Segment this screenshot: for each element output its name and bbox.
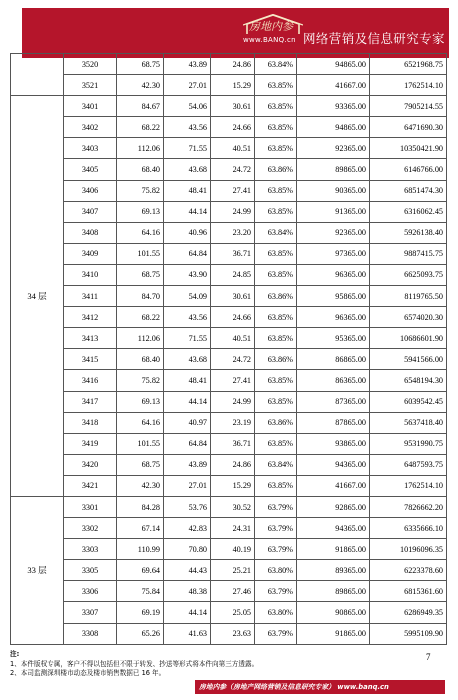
room-number-cell: 3306	[64, 581, 117, 602]
shared-area-cell: 24.86	[211, 54, 255, 75]
unit-price-cell: 92365.00	[297, 138, 370, 159]
unit-price-cell: 94365.00	[297, 454, 370, 475]
total-area-cell: 75.82	[117, 180, 164, 201]
table-row	[11, 264, 447, 285]
unit-price-cell: 97365.00	[297, 243, 370, 264]
total-price-cell: 10350421.90	[370, 138, 447, 159]
usable-area-cell: 27.01	[164, 475, 211, 496]
usable-area-cell: 48.41	[164, 180, 211, 201]
total-area-cell: 68.22	[117, 117, 164, 138]
total-area-cell: 68.22	[117, 307, 164, 328]
total-area-cell: 112.06	[117, 328, 164, 349]
total-price-cell: 6039542.45	[370, 391, 447, 412]
unit-price-cell: 94865.00	[297, 117, 370, 138]
shared-area-cell: 24.99	[211, 201, 255, 222]
total-price-cell: 6223378.60	[370, 560, 447, 581]
unit-price-cell: 93365.00	[297, 96, 370, 117]
efficiency-ratio-cell: 63.85%	[255, 117, 297, 138]
usable-area-cell: 43.68	[164, 159, 211, 180]
total-price-cell: 6487593.75	[370, 454, 447, 475]
brand-url[interactable]: www.BANQ.cn	[243, 36, 296, 44]
unit-price-cell: 87865.00	[297, 412, 370, 433]
efficiency-ratio-cell: 63.79%	[255, 623, 297, 644]
efficiency-ratio-cell: 63.85%	[255, 307, 297, 328]
efficiency-ratio-cell: 63.85%	[255, 328, 297, 349]
page-number: 7	[426, 652, 431, 662]
table-body	[11, 54, 447, 645]
table-row	[11, 581, 447, 602]
table-row	[11, 159, 447, 180]
total-price-cell: 6548194.30	[370, 370, 447, 391]
room-number-cell: 3520	[64, 54, 117, 75]
table-row	[11, 454, 447, 475]
total-area-cell: 84.28	[117, 496, 164, 517]
usable-area-cell: 40.96	[164, 222, 211, 243]
table-row	[11, 602, 447, 623]
unit-price-cell: 87365.00	[297, 391, 370, 412]
usable-area-cell: 54.09	[164, 286, 211, 307]
table-row	[11, 475, 447, 496]
total-price-cell: 1762514.10	[370, 475, 447, 496]
efficiency-ratio-cell: 63.84%	[255, 454, 297, 475]
notes-title: 注:	[10, 650, 20, 658]
total-price-cell: 7826662.20	[370, 496, 447, 517]
total-price-cell: 6471690.30	[370, 117, 447, 138]
shared-area-cell: 40.19	[211, 539, 255, 560]
efficiency-ratio-cell: 63.80%	[255, 560, 297, 581]
shared-area-cell: 27.41	[211, 370, 255, 391]
unit-price-cell: 89865.00	[297, 159, 370, 180]
table-row	[11, 222, 447, 243]
room-number-cell: 3407	[64, 201, 117, 222]
usable-area-cell: 43.89	[164, 54, 211, 75]
room-number-cell: 3521	[64, 75, 117, 96]
efficiency-ratio-cell: 63.85%	[255, 243, 297, 264]
usable-area-cell: 64.84	[164, 433, 211, 454]
usable-area-cell: 48.41	[164, 370, 211, 391]
total-price-cell: 6815361.60	[370, 581, 447, 602]
efficiency-ratio-cell: 63.85%	[255, 475, 297, 496]
shared-area-cell: 24.66	[211, 117, 255, 138]
usable-area-cell: 43.56	[164, 307, 211, 328]
unit-price-cell: 89865.00	[297, 581, 370, 602]
total-price-cell: 10196096.35	[370, 539, 447, 560]
shared-area-cell: 27.46	[211, 581, 255, 602]
table-row	[11, 433, 447, 454]
total-area-cell: 68.40	[117, 349, 164, 370]
table-row	[11, 138, 447, 159]
shared-area-cell: 36.71	[211, 243, 255, 264]
room-number-cell: 3411	[64, 286, 117, 307]
usable-area-cell: 71.55	[164, 138, 211, 159]
usable-area-cell: 70.80	[164, 539, 211, 560]
table-row	[11, 201, 447, 222]
shared-area-cell: 24.66	[211, 307, 255, 328]
note-item-1: 1、本件版权专属，客户不得以包括但不限于转发、抄送等形式将本件向第三方透露。	[10, 659, 259, 668]
room-number-cell: 3413	[64, 328, 117, 349]
total-area-cell: 84.67	[117, 96, 164, 117]
total-area-cell: 84.70	[117, 286, 164, 307]
table-row	[11, 117, 447, 138]
table-row	[11, 412, 447, 433]
unit-price-cell: 96365.00	[297, 307, 370, 328]
unit-price-cell: 91365.00	[297, 201, 370, 222]
room-number-cell: 3419	[64, 433, 117, 454]
table-row	[11, 96, 447, 117]
efficiency-ratio-cell: 63.84%	[255, 222, 297, 243]
usable-area-cell: 48.38	[164, 581, 211, 602]
room-number-cell: 3301	[64, 496, 117, 517]
shared-area-cell: 23.19	[211, 412, 255, 433]
table-row	[11, 391, 447, 412]
usable-area-cell: 64.84	[164, 243, 211, 264]
shared-area-cell: 15.29	[211, 75, 255, 96]
room-number-cell: 3410	[64, 264, 117, 285]
room-number-cell: 3402	[64, 117, 117, 138]
efficiency-ratio-cell: 63.85%	[255, 180, 297, 201]
shared-area-cell: 23.63	[211, 623, 255, 644]
total-price-cell: 9531990.75	[370, 433, 447, 454]
unit-price-cell: 94365.00	[297, 518, 370, 539]
total-price-cell: 1762514.10	[370, 75, 447, 96]
shared-area-cell: 15.29	[211, 475, 255, 496]
room-number-cell: 3409	[64, 243, 117, 264]
efficiency-ratio-cell: 63.79%	[255, 539, 297, 560]
total-area-cell: 42.30	[117, 475, 164, 496]
room-number-cell: 3405	[64, 159, 117, 180]
total-area-cell: 68.75	[117, 54, 164, 75]
usable-area-cell: 43.68	[164, 349, 211, 370]
usable-area-cell: 54.06	[164, 96, 211, 117]
efficiency-ratio-cell: 63.85%	[255, 391, 297, 412]
efficiency-ratio-cell: 63.85%	[255, 96, 297, 117]
table-row	[11, 286, 447, 307]
unit-price-cell: 95865.00	[297, 286, 370, 307]
unit-price-cell: 86865.00	[297, 349, 370, 370]
efficiency-ratio-cell: 63.85%	[255, 264, 297, 285]
shared-area-cell: 23.20	[211, 222, 255, 243]
shared-area-cell: 24.31	[211, 518, 255, 539]
usable-area-cell: 43.56	[164, 117, 211, 138]
shared-area-cell: 27.41	[211, 180, 255, 201]
usable-area-cell: 27.01	[164, 75, 211, 96]
room-number-cell: 3307	[64, 602, 117, 623]
floor-label: 34 层	[11, 96, 64, 497]
room-number-cell: 3308	[64, 623, 117, 644]
room-number-cell: 3421	[64, 475, 117, 496]
table-row	[11, 307, 447, 328]
efficiency-ratio-cell: 63.80%	[255, 602, 297, 623]
unit-price-cell: 93865.00	[297, 433, 370, 454]
shared-area-cell: 24.72	[211, 349, 255, 370]
shared-area-cell: 40.51	[211, 138, 255, 159]
total-area-cell: 68.40	[117, 159, 164, 180]
total-price-cell: 6286949.35	[370, 602, 447, 623]
table-row	[11, 349, 447, 370]
table-row	[11, 75, 447, 96]
total-price-cell: 9887415.75	[370, 243, 447, 264]
total-price-cell: 6335666.10	[370, 518, 447, 539]
total-price-cell: 5995109.90	[370, 623, 447, 644]
total-price-cell: 6521968.75	[370, 54, 447, 75]
unit-price-cell: 92865.00	[297, 496, 370, 517]
brand-name: 房地内参	[249, 20, 293, 33]
table-row	[11, 328, 447, 349]
efficiency-ratio-cell: 63.86%	[255, 412, 297, 433]
usable-area-cell: 42.83	[164, 518, 211, 539]
usable-area-cell: 43.89	[164, 454, 211, 475]
total-price-cell: 6574020.30	[370, 307, 447, 328]
total-price-cell: 6316062.45	[370, 201, 447, 222]
shared-area-cell: 25.05	[211, 602, 255, 623]
shared-area-cell: 36.71	[211, 433, 255, 454]
total-price-cell: 5941566.00	[370, 349, 447, 370]
usable-area-cell: 44.14	[164, 201, 211, 222]
unit-price-cell: 95365.00	[297, 328, 370, 349]
efficiency-ratio-cell: 63.85%	[255, 433, 297, 454]
room-number-cell: 3408	[64, 222, 117, 243]
unit-price-cell: 92365.00	[297, 222, 370, 243]
total-area-cell: 112.06	[117, 138, 164, 159]
room-number-cell: 3302	[64, 518, 117, 539]
efficiency-ratio-cell: 63.86%	[255, 349, 297, 370]
total-price-cell: 5926138.40	[370, 222, 447, 243]
usable-area-cell: 44.43	[164, 560, 211, 581]
efficiency-ratio-cell: 63.85%	[255, 201, 297, 222]
efficiency-ratio-cell: 63.84%	[255, 54, 297, 75]
note-item-2: 2、本司监测深圳楼市动态及楼市销售数据已 16 年。	[10, 669, 166, 677]
total-area-cell: 69.13	[117, 201, 164, 222]
shared-area-cell: 24.72	[211, 159, 255, 180]
table-row	[11, 560, 447, 581]
usable-area-cell: 53.76	[164, 496, 211, 517]
total-area-cell: 101.55	[117, 243, 164, 264]
shared-area-cell: 30.61	[211, 286, 255, 307]
efficiency-ratio-cell: 63.86%	[255, 286, 297, 307]
total-price-cell: 7905214.55	[370, 96, 447, 117]
efficiency-ratio-cell: 63.79%	[255, 496, 297, 517]
total-area-cell: 65.26	[117, 623, 164, 644]
unit-price-cell: 91865.00	[297, 623, 370, 644]
efficiency-ratio-cell: 63.85%	[255, 138, 297, 159]
total-area-cell: 69.13	[117, 391, 164, 412]
unit-price-cell: 41667.00	[297, 475, 370, 496]
shared-area-cell: 30.61	[211, 96, 255, 117]
unit-price-cell: 41667.00	[297, 75, 370, 96]
total-area-cell: 68.75	[117, 264, 164, 285]
total-area-cell: 110.99	[117, 539, 164, 560]
total-price-cell: 6851474.30	[370, 180, 447, 201]
table-row	[11, 496, 447, 517]
total-area-cell: 67.14	[117, 518, 164, 539]
room-number-cell: 3303	[64, 539, 117, 560]
total-area-cell: 42.30	[117, 75, 164, 96]
brand-tagline: 网络营销及信息研究专家	[303, 31, 445, 46]
efficiency-ratio-cell: 63.79%	[255, 518, 297, 539]
total-price-cell: 6146766.00	[370, 159, 447, 180]
total-area-cell: 69.19	[117, 602, 164, 623]
usable-area-cell: 44.14	[164, 391, 211, 412]
shared-area-cell: 40.51	[211, 328, 255, 349]
total-price-cell: 5637418.40	[370, 412, 447, 433]
floor-label: 33 层	[11, 496, 64, 644]
total-price-cell: 6625093.75	[370, 264, 447, 285]
shared-area-cell: 24.99	[211, 391, 255, 412]
room-number-cell: 3401	[64, 96, 117, 117]
room-number-cell: 3412	[64, 307, 117, 328]
unit-price-table	[10, 53, 447, 645]
total-area-cell: 69.64	[117, 560, 164, 581]
efficiency-ratio-cell: 63.86%	[255, 159, 297, 180]
total-area-cell: 68.75	[117, 454, 164, 475]
footer-bar	[195, 680, 445, 694]
usable-area-cell: 40.97	[164, 412, 211, 433]
unit-price-cell: 86365.00	[297, 370, 370, 391]
usable-area-cell: 43.90	[164, 264, 211, 285]
total-price-cell: 10686601.90	[370, 328, 447, 349]
unit-price-cell: 96365.00	[297, 264, 370, 285]
room-number-cell: 3417	[64, 391, 117, 412]
shared-area-cell: 25.21	[211, 560, 255, 581]
unit-price-cell: 90865.00	[297, 602, 370, 623]
table-row	[11, 180, 447, 201]
total-area-cell: 75.82	[117, 370, 164, 391]
table-row	[11, 54, 447, 75]
usable-area-cell: 41.63	[164, 623, 211, 644]
room-number-cell: 3305	[64, 560, 117, 581]
total-area-cell: 101.55	[117, 433, 164, 454]
table-row	[11, 518, 447, 539]
room-number-cell: 3403	[64, 138, 117, 159]
table-row	[11, 370, 447, 391]
shared-area-cell: 30.52	[211, 496, 255, 517]
total-area-cell: 64.16	[117, 222, 164, 243]
shared-area-cell: 24.85	[211, 264, 255, 285]
unit-price-cell: 89365.00	[297, 560, 370, 581]
efficiency-ratio-cell: 63.85%	[255, 75, 297, 96]
footer-text: 房地内参（房地产网络营销及信息研究专家） www.banq.cn	[199, 683, 389, 691]
room-number-cell: 3418	[64, 412, 117, 433]
table-row	[11, 623, 447, 644]
unit-price-cell: 90365.00	[297, 180, 370, 201]
total-price-cell: 8119765.50	[370, 286, 447, 307]
shared-area-cell: 24.86	[211, 454, 255, 475]
brand-logo	[243, 14, 443, 54]
room-number-cell: 3420	[64, 454, 117, 475]
total-area-cell: 75.84	[117, 581, 164, 602]
efficiency-ratio-cell: 63.79%	[255, 581, 297, 602]
usable-area-cell: 71.55	[164, 328, 211, 349]
total-area-cell: 64.16	[117, 412, 164, 433]
room-number-cell: 3416	[64, 370, 117, 391]
room-number-cell: 3415	[64, 349, 117, 370]
table-row	[11, 539, 447, 560]
table-row	[11, 243, 447, 264]
usable-area-cell: 44.14	[164, 602, 211, 623]
room-number-cell: 3406	[64, 180, 117, 201]
unit-price-cell: 91865.00	[297, 539, 370, 560]
efficiency-ratio-cell: 63.85%	[255, 370, 297, 391]
header-banner	[22, 8, 449, 58]
unit-price-cell: 94865.00	[297, 54, 370, 75]
floor-label	[11, 54, 64, 96]
